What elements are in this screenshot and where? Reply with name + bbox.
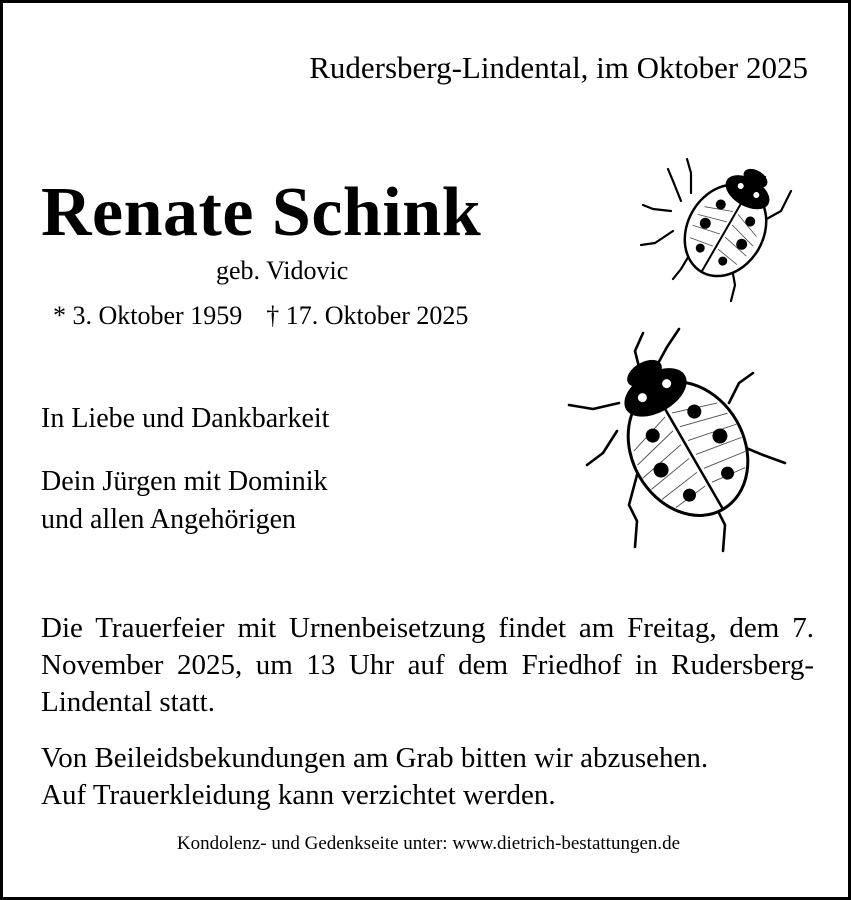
ceremony-text: Die Trauerfeier mit Urnenbeisetzung findet am Freitag, dem 7. November 2025, um 13 Uhr auf dem Friedhof in Rudersberg-Lindental statt. [41,612,814,718]
birth-name: geb. Vidovic [216,256,349,285]
death-date: † 17. Oktober 2025 [266,301,469,330]
ladybug-icon [633,151,798,311]
mourners-line-2: und allen Angehörigen [41,504,297,535]
mourners-line-1: Dein Jürgen mit Dominik [41,466,328,497]
condolence-request: Von Beileidsbekundungen am Grab bitten wir abzusehen. [41,742,709,774]
requests-text [41,740,814,814]
clothing-note: Auf Trauerkleidung kann verzichtet werden. [41,779,556,811]
ladybug-icon [563,325,803,555]
birth-date: * 3. Oktober 1959 [53,301,243,330]
deceased-name: Renate Schink [41,174,482,251]
place-and-date: Rudersberg-Lindental, im Oktober 2025 [309,50,808,85]
memorial-website-line: Kondolenz- und Gedenkseite unter: www.dietrich-bestattungen.de [176,833,681,854]
life-dates [53,301,468,331]
dedication: In Liebe und Dankbarkeit [41,403,330,434]
